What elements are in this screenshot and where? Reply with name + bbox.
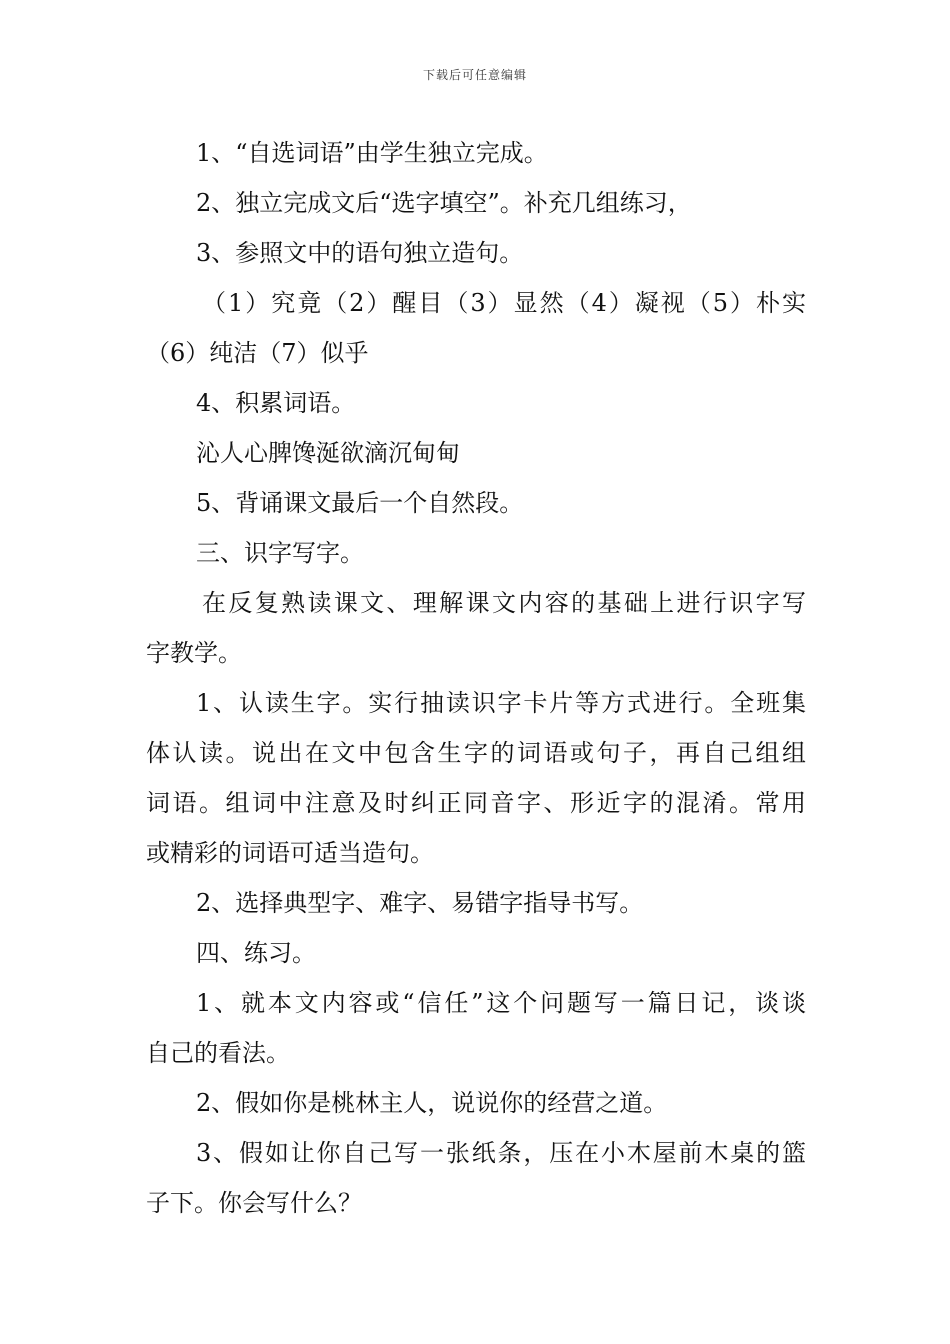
text-line: 或精彩的词语可适当造句。 (146, 839, 434, 867)
text-line: 字教学。 (146, 639, 242, 667)
text-line: （6）纯洁（7）似乎 (146, 339, 369, 367)
text-line: 1、就本文内容或“信任”这个问题写一篇日记，谈谈 (196, 989, 806, 1017)
text-line: 1、“自选词语”由学生独立完成。 (196, 139, 548, 167)
text-line: 2、独立完成文后“选字填空”。补充几组练习， (196, 189, 692, 217)
text-line: 在反复熟读课文、理解课文内容的基础上进行识字写 (202, 589, 806, 617)
text-line: 1、认读生字。实行抽读识字卡片等方式进行。全班集 (196, 689, 806, 717)
text-line: 3、参照文中的语句独立造句。 (196, 239, 524, 267)
text-line: 沁人心脾馋涎欲滴沉甸甸 (196, 439, 460, 467)
text-line: 词语。组词中注意及时纠正同音字、形近字的混淆。常用 (146, 789, 806, 817)
text-line: 子下。你会写什么？ (146, 1189, 362, 1217)
text-line: 5、背诵课文最后一个自然段。 (196, 489, 524, 517)
text-line: 2、假如你是桃林主人，说说你的经营之道。 (196, 1089, 668, 1117)
text-line: 自己的看法。 (146, 1039, 290, 1067)
text-line: 体认读。说出在文中包含生字的词语或句子，再自己组组 (146, 739, 806, 767)
document-body (146, 128, 806, 1228)
text-line: （1）究竟（2）醒目（3）显然（4）凝视（5）朴实 (202, 289, 806, 317)
text-line: 3、假如让你自己写一张纸条，压在小木屋前木桌的篮 (196, 1139, 806, 1167)
page-header-note: 下载后可任意编辑 (422, 68, 527, 82)
text-line: 2、选择典型字、难字、易错字指导书写。 (196, 889, 644, 917)
text-line: 四、练习。 (196, 939, 316, 967)
text-line: 4、积累词语。 (196, 389, 356, 417)
text-line: 三、识字写字。 (196, 539, 364, 567)
